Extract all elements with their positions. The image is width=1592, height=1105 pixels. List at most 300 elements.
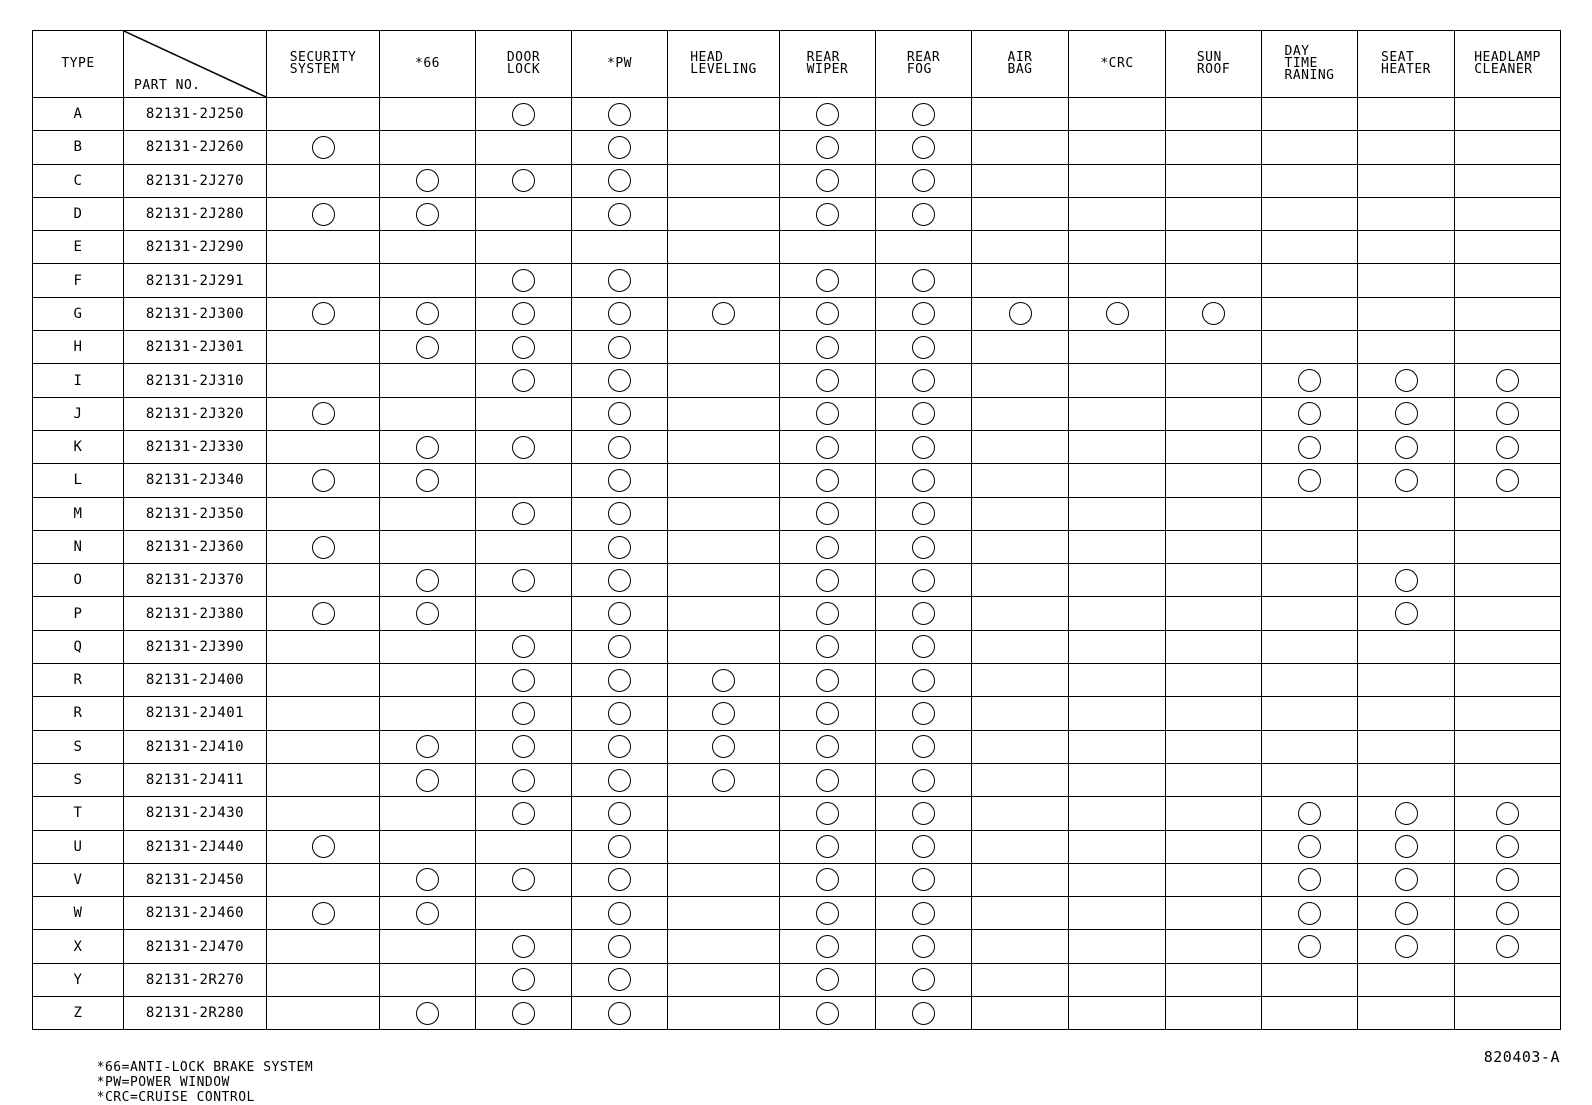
option-cell xyxy=(476,997,572,1030)
footnote-crc: *CRC=CRUISE CONTROL xyxy=(96,1090,255,1105)
option-cell xyxy=(668,930,780,963)
option-cell xyxy=(876,730,972,763)
type-cell: O xyxy=(33,564,124,597)
part-no-label: PART NO. xyxy=(134,78,201,93)
option-cell xyxy=(1069,364,1166,397)
option-cell xyxy=(380,98,476,131)
circle-mark-icon xyxy=(912,136,935,159)
option-cell xyxy=(668,763,780,796)
option-cell xyxy=(1069,630,1166,663)
option-cell xyxy=(1262,98,1358,131)
option-cell xyxy=(1358,497,1455,530)
circle-mark-icon xyxy=(608,902,631,925)
option-cell xyxy=(380,497,476,530)
circle-mark-icon xyxy=(512,369,535,392)
circle-mark-icon xyxy=(912,169,935,192)
option-cell xyxy=(780,997,876,1030)
option-header-text xyxy=(1008,52,1033,76)
option-header xyxy=(876,31,972,98)
option-cell xyxy=(476,397,572,430)
option-header xyxy=(572,31,668,98)
circle-mark-icon xyxy=(816,203,839,226)
table-row xyxy=(33,797,1561,830)
type-cell: K xyxy=(33,430,124,463)
option-cell xyxy=(380,797,476,830)
option-cell xyxy=(972,430,1069,463)
circle-mark-icon xyxy=(816,502,839,525)
type-cell: C xyxy=(33,164,124,197)
option-header-line: REAR xyxy=(806,50,840,65)
part-number-cell: 82131-2J300 xyxy=(124,297,267,330)
part-number-cell: 82131-2J370 xyxy=(124,564,267,597)
circle-mark-icon xyxy=(1202,302,1225,325)
option-cell xyxy=(1069,797,1166,830)
option-cell xyxy=(1455,697,1561,730)
option-cell xyxy=(1166,497,1262,530)
circle-mark-icon xyxy=(1395,469,1418,492)
circle-mark-icon xyxy=(912,369,935,392)
circle-mark-icon xyxy=(608,469,631,492)
circle-mark-icon xyxy=(912,269,935,292)
option-cell xyxy=(1166,564,1262,597)
circle-mark-icon xyxy=(1298,802,1321,825)
option-cell xyxy=(668,464,780,497)
option-cell xyxy=(1358,664,1455,697)
option-cell xyxy=(1455,164,1561,197)
option-cell xyxy=(876,897,972,930)
option-cell xyxy=(972,397,1069,430)
circle-mark-icon xyxy=(816,269,839,292)
circle-mark-icon xyxy=(816,402,839,425)
table-row xyxy=(33,497,1561,530)
option-cell xyxy=(267,664,380,697)
circle-mark-icon xyxy=(712,669,735,692)
circle-mark-icon xyxy=(1395,369,1418,392)
option-cell xyxy=(267,863,380,896)
option-cell xyxy=(1358,231,1455,264)
table-row xyxy=(33,331,1561,364)
option-cell xyxy=(1262,597,1358,630)
option-cell xyxy=(1262,863,1358,896)
table-row xyxy=(33,930,1561,963)
option-cell xyxy=(267,930,380,963)
part-number-cell: 82131-2J250 xyxy=(124,98,267,131)
option-cell xyxy=(1166,963,1262,996)
circle-mark-icon xyxy=(816,968,839,991)
table-row xyxy=(33,697,1561,730)
option-cell xyxy=(1069,697,1166,730)
circle-mark-icon xyxy=(912,669,935,692)
table-row xyxy=(33,530,1561,563)
table-row xyxy=(33,863,1561,896)
circle-mark-icon xyxy=(1496,935,1519,958)
option-cell xyxy=(1166,830,1262,863)
circle-mark-icon xyxy=(816,436,839,459)
circle-mark-icon xyxy=(312,136,335,159)
option-header xyxy=(972,31,1069,98)
option-cell xyxy=(1262,197,1358,230)
option-cell xyxy=(972,98,1069,131)
circle-mark-icon xyxy=(816,169,839,192)
option-cell xyxy=(380,830,476,863)
option-cell xyxy=(476,664,572,697)
option-cell xyxy=(972,730,1069,763)
option-header-line: HEADLAMP xyxy=(1474,50,1541,65)
option-cell xyxy=(1166,863,1262,896)
circle-mark-icon xyxy=(416,569,439,592)
option-header-line: WIPER xyxy=(806,62,849,77)
type-cell: Z xyxy=(33,997,124,1030)
parts-table xyxy=(32,30,1561,1030)
option-cell xyxy=(476,830,572,863)
circle-mark-icon xyxy=(608,436,631,459)
option-cell xyxy=(1262,430,1358,463)
option-header-line: ROOF xyxy=(1196,62,1231,77)
table-row xyxy=(33,164,1561,197)
circle-mark-icon xyxy=(608,835,631,858)
type-cell: E xyxy=(33,231,124,264)
circle-mark-icon xyxy=(816,136,839,159)
option-cell xyxy=(1358,364,1455,397)
option-cell xyxy=(1358,530,1455,563)
option-cell xyxy=(780,497,876,530)
option-header-line: *66 xyxy=(415,56,440,71)
option-cell xyxy=(476,364,572,397)
drawing-number: 820403-A xyxy=(1483,1048,1560,1066)
option-cell xyxy=(1069,763,1166,796)
circle-mark-icon xyxy=(512,103,535,126)
option-cell xyxy=(876,264,972,297)
option-cell xyxy=(380,164,476,197)
option-cell xyxy=(572,397,668,430)
option-cell xyxy=(267,797,380,830)
circle-mark-icon xyxy=(512,269,535,292)
option-cell xyxy=(1166,197,1262,230)
circle-mark-icon xyxy=(1496,369,1519,392)
option-cell xyxy=(876,131,972,164)
option-cell xyxy=(668,430,780,463)
table-row xyxy=(33,963,1561,996)
option-cell xyxy=(780,763,876,796)
option-cell xyxy=(668,697,780,730)
type-cell: L xyxy=(33,464,124,497)
type-cell: M xyxy=(33,497,124,530)
option-cell xyxy=(380,997,476,1030)
circle-mark-icon xyxy=(1395,868,1418,891)
table-row xyxy=(33,197,1561,230)
option-cell xyxy=(1069,897,1166,930)
option-cell xyxy=(1166,630,1262,663)
option-cell xyxy=(380,697,476,730)
option-cell xyxy=(1358,264,1455,297)
option-cell xyxy=(780,397,876,430)
option-cell xyxy=(476,231,572,264)
option-cell xyxy=(1455,863,1561,896)
type-cell: T xyxy=(33,797,124,830)
option-cell xyxy=(380,564,476,597)
option-cell xyxy=(267,697,380,730)
option-cell xyxy=(267,997,380,1030)
circle-mark-icon xyxy=(816,835,839,858)
option-cell xyxy=(1455,197,1561,230)
option-cell xyxy=(572,297,668,330)
circle-mark-icon xyxy=(608,802,631,825)
part-number-cell: 82131-2R280 xyxy=(124,997,267,1030)
circle-mark-icon xyxy=(416,469,439,492)
circle-mark-icon xyxy=(912,436,935,459)
circle-mark-icon xyxy=(416,902,439,925)
option-cell xyxy=(876,630,972,663)
option-cell xyxy=(1069,530,1166,563)
option-cell xyxy=(1069,197,1166,230)
option-cell xyxy=(476,264,572,297)
option-cell xyxy=(380,231,476,264)
option-cell xyxy=(668,897,780,930)
option-cell xyxy=(1262,897,1358,930)
type-header: TYPE xyxy=(33,31,124,98)
footnote-legend xyxy=(80,1045,351,1105)
option-cell xyxy=(1069,264,1166,297)
part-number-cell: 82131-2J430 xyxy=(124,797,267,830)
circle-mark-icon xyxy=(608,702,631,725)
option-cell xyxy=(572,164,668,197)
circle-mark-icon xyxy=(912,769,935,792)
type-cell: X xyxy=(33,930,124,963)
option-header xyxy=(1166,31,1262,98)
option-cell xyxy=(668,630,780,663)
option-header-line: LEVELING xyxy=(690,62,757,77)
circle-mark-icon xyxy=(912,802,935,825)
option-cell xyxy=(267,297,380,330)
option-cell xyxy=(972,830,1069,863)
option-header xyxy=(668,31,780,98)
circle-mark-icon xyxy=(416,735,439,758)
type-cell: W xyxy=(33,897,124,930)
option-cell xyxy=(476,963,572,996)
option-cell xyxy=(1455,664,1561,697)
table-row xyxy=(33,763,1561,796)
part-number-cell: 82131-2J280 xyxy=(124,197,267,230)
option-header xyxy=(267,31,380,98)
circle-mark-icon xyxy=(416,769,439,792)
option-cell xyxy=(1455,331,1561,364)
option-cell xyxy=(668,297,780,330)
table-row xyxy=(33,997,1561,1030)
type-cell: J xyxy=(33,397,124,430)
option-cell xyxy=(1166,131,1262,164)
circle-mark-icon xyxy=(416,602,439,625)
part-number-cell: 82131-2J350 xyxy=(124,497,267,530)
circle-mark-icon xyxy=(312,469,335,492)
option-cell xyxy=(380,930,476,963)
option-cell xyxy=(1262,264,1358,297)
option-cell xyxy=(267,730,380,763)
option-cell xyxy=(572,364,668,397)
option-cell xyxy=(1358,98,1455,131)
option-cell xyxy=(780,131,876,164)
circle-mark-icon xyxy=(712,769,735,792)
option-cell xyxy=(972,197,1069,230)
option-cell xyxy=(476,730,572,763)
option-cell xyxy=(476,797,572,830)
circle-mark-icon xyxy=(608,502,631,525)
circle-mark-icon xyxy=(512,1002,535,1025)
option-cell xyxy=(780,231,876,264)
type-cell: A xyxy=(33,98,124,131)
option-cell xyxy=(476,530,572,563)
circle-mark-icon xyxy=(608,935,631,958)
part-number-cell: 82131-2J450 xyxy=(124,863,267,896)
option-cell xyxy=(1166,430,1262,463)
option-cell xyxy=(1069,997,1166,1030)
part-number-cell: 82131-2R270 xyxy=(124,963,267,996)
option-cell xyxy=(1069,331,1166,364)
option-cell xyxy=(668,597,780,630)
circle-mark-icon xyxy=(608,103,631,126)
option-cell xyxy=(1455,497,1561,530)
type-cell: I xyxy=(33,364,124,397)
option-cell xyxy=(972,497,1069,530)
option-header-line: *PW xyxy=(607,56,632,71)
option-cell xyxy=(1262,231,1358,264)
circle-mark-icon xyxy=(1496,902,1519,925)
circle-mark-icon xyxy=(912,103,935,126)
option-cell xyxy=(1166,464,1262,497)
option-cell xyxy=(668,197,780,230)
circle-mark-icon xyxy=(912,336,935,359)
circle-mark-icon xyxy=(1298,935,1321,958)
circle-mark-icon xyxy=(512,868,535,891)
option-cell xyxy=(876,497,972,530)
type-cell: G xyxy=(33,297,124,330)
circle-mark-icon xyxy=(912,635,935,658)
circle-mark-icon xyxy=(912,835,935,858)
option-cell xyxy=(572,131,668,164)
option-cell xyxy=(572,464,668,497)
option-cell xyxy=(1069,164,1166,197)
option-header xyxy=(1455,31,1561,98)
type-cell: F xyxy=(33,264,124,297)
option-cell xyxy=(476,564,572,597)
option-cell xyxy=(572,331,668,364)
option-cell xyxy=(476,297,572,330)
circle-mark-icon xyxy=(1395,935,1418,958)
option-cell xyxy=(780,331,876,364)
option-header-line: DOOR xyxy=(506,50,541,65)
option-header-line: RANING xyxy=(1284,68,1335,83)
circle-mark-icon xyxy=(912,702,935,725)
option-cell xyxy=(972,364,1069,397)
option-cell xyxy=(1166,664,1262,697)
option-cell xyxy=(267,231,380,264)
circle-mark-icon xyxy=(816,569,839,592)
option-cell xyxy=(876,331,972,364)
circle-mark-icon xyxy=(608,203,631,226)
circle-mark-icon xyxy=(816,669,839,692)
circle-mark-icon xyxy=(608,868,631,891)
option-cell xyxy=(1455,763,1561,796)
option-header-line: LOCK xyxy=(506,62,541,77)
part-number-cell: 82131-2J380 xyxy=(124,597,267,630)
option-cell xyxy=(1358,830,1455,863)
option-cell xyxy=(1166,331,1262,364)
circle-mark-icon xyxy=(1298,902,1321,925)
circle-mark-icon xyxy=(608,1002,631,1025)
option-cell xyxy=(1166,364,1262,397)
option-cell xyxy=(780,597,876,630)
circle-mark-icon xyxy=(1395,902,1418,925)
option-cell xyxy=(876,197,972,230)
option-cell xyxy=(380,897,476,930)
option-cell xyxy=(876,364,972,397)
circle-mark-icon xyxy=(816,602,839,625)
circle-mark-icon xyxy=(912,902,935,925)
option-header-line: HEAD xyxy=(690,50,724,65)
circle-mark-icon xyxy=(816,635,839,658)
option-header-text xyxy=(1381,52,1431,76)
option-cell xyxy=(780,98,876,131)
part-number-cell: 82131-2J320 xyxy=(124,397,267,430)
circle-mark-icon xyxy=(416,868,439,891)
option-cell xyxy=(1166,997,1262,1030)
option-cell xyxy=(1358,997,1455,1030)
table-row xyxy=(33,264,1561,297)
option-cell xyxy=(1358,597,1455,630)
option-cell xyxy=(1069,397,1166,430)
option-cell xyxy=(1069,963,1166,996)
option-cell xyxy=(380,297,476,330)
option-header-line: *CRC xyxy=(1100,56,1134,71)
option-cell xyxy=(780,464,876,497)
circle-mark-icon xyxy=(416,436,439,459)
option-cell xyxy=(1069,297,1166,330)
circle-mark-icon xyxy=(1009,302,1032,325)
option-cell xyxy=(876,430,972,463)
option-cell xyxy=(668,963,780,996)
option-cell xyxy=(668,664,780,697)
circle-mark-icon xyxy=(608,136,631,159)
option-cell xyxy=(972,863,1069,896)
option-cell xyxy=(476,863,572,896)
option-cell xyxy=(572,897,668,930)
circle-mark-icon xyxy=(512,968,535,991)
circle-mark-icon xyxy=(608,336,631,359)
circle-mark-icon xyxy=(312,402,335,425)
circle-mark-icon xyxy=(512,769,535,792)
option-cell xyxy=(668,364,780,397)
circle-mark-icon xyxy=(1298,469,1321,492)
option-cell xyxy=(572,963,668,996)
option-cell xyxy=(267,164,380,197)
circle-mark-icon xyxy=(912,968,935,991)
circle-mark-icon xyxy=(608,369,631,392)
option-cell xyxy=(780,863,876,896)
circle-mark-icon xyxy=(1395,569,1418,592)
option-cell xyxy=(1262,763,1358,796)
option-cell xyxy=(476,464,572,497)
option-cell xyxy=(1358,630,1455,663)
option-cell xyxy=(1455,98,1561,131)
option-cell xyxy=(1166,697,1262,730)
option-cell xyxy=(572,597,668,630)
circle-mark-icon xyxy=(1395,602,1418,625)
option-cell xyxy=(1166,763,1262,796)
option-cell xyxy=(1069,597,1166,630)
option-cell xyxy=(572,98,668,131)
option-cell xyxy=(572,497,668,530)
option-cell xyxy=(780,797,876,830)
option-cell xyxy=(1166,297,1262,330)
